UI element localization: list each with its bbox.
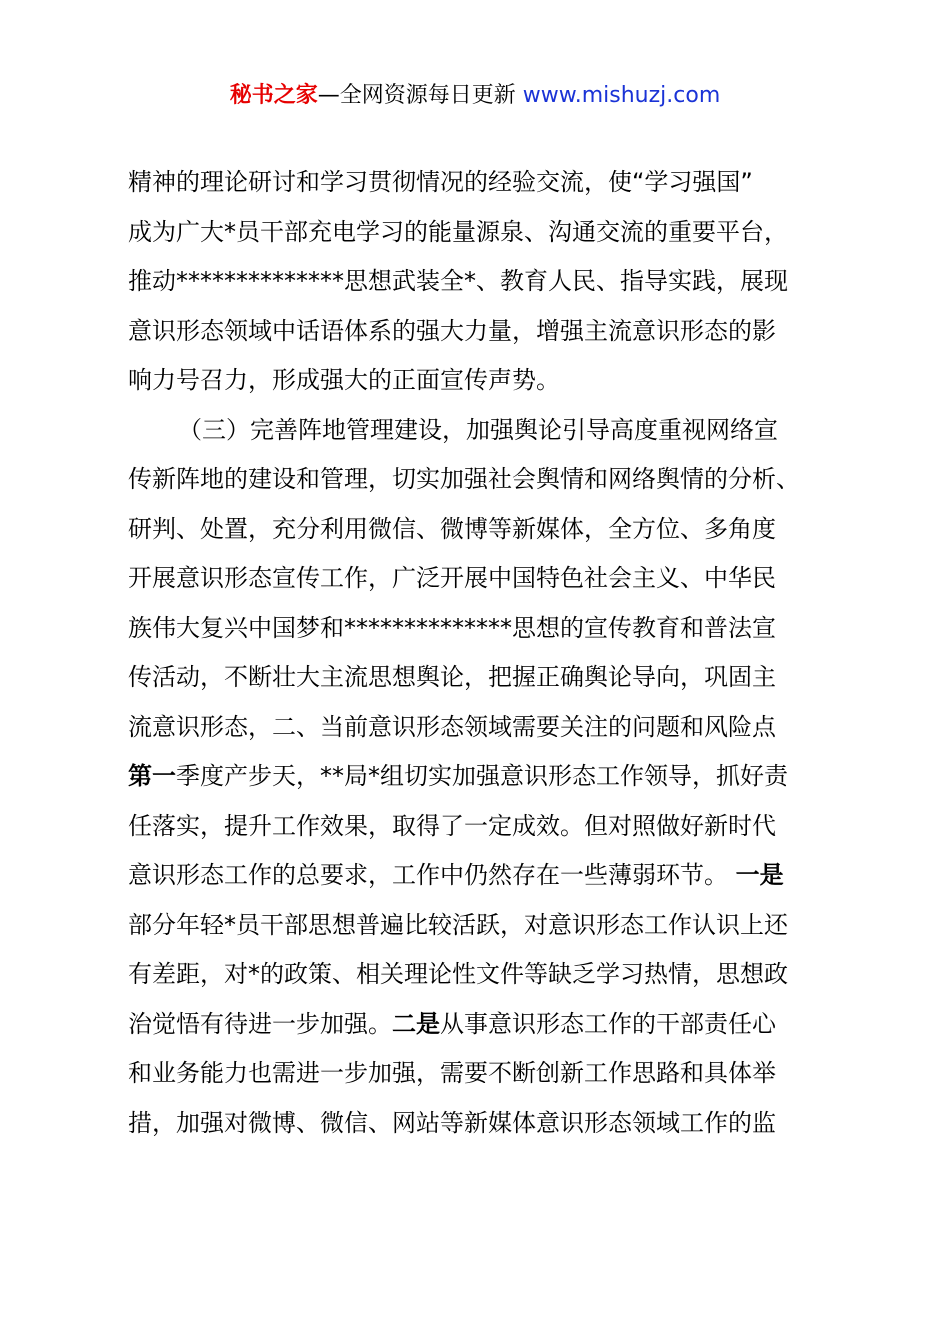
text-line: 成为广大*员干部充电学习的能量源泉、沟通交流的重要平台， (128, 217, 788, 246)
header-site-link[interactable]: www.mishuzj.com (522, 83, 721, 108)
text-line: 传新阵地的建设和管理，切实加强社会舆情和网络舆情的分析、 (128, 465, 800, 493)
text-segment: 从事意识形态工作的干部责任心 (440, 1009, 776, 1038)
text-line: 意识形态领域中话语体系的强大力量，增强主流意识形态的影 (128, 316, 776, 345)
text-segment: 季度产步天，**局*组切实加强意识形态工作领导，抓好责 (176, 762, 788, 790)
text-line: 传活动，不断壮大主流思想舆论，把握正确舆论导向，巩固主 (128, 663, 776, 691)
text-line: 族伟大复兴中国梦和**************思想的宣传教育和普法宣 (128, 613, 776, 642)
text-line: 开展意识形态宣传工作，广泛开展中国特色社会主义、中华民 (128, 564, 776, 592)
text-line: 任落实，提升工作效果，取得了一定成效。但对照做好新时代 (128, 811, 776, 840)
bold-marker: 第一 (128, 762, 176, 790)
text-line: 推动**************思想武装全*、教育人民、指导实践，展现 (128, 267, 788, 295)
page-header (0, 80, 950, 112)
text-segment: 意识形态工作的总要求，工作中仍然存在一些薄弱环节。 (128, 861, 728, 889)
section-heading-line: （三）完善阵地管理建设，加强舆论引导高度重视网络宣 (178, 415, 778, 444)
text-line: 措，加强对微博、微信、网站等新媒体意识形态领域工作的监 (128, 1108, 776, 1137)
text-line: 精神的理论研讨和学习贯彻情况的经验交流，使“学习强国” (128, 168, 753, 196)
text-line: 有差距，对*的政策、相关理论性文件等缺乏学习热情，思想政 (128, 960, 788, 988)
text-line (128, 851, 848, 901)
header-tagline: —全网资源每日更新 (317, 83, 523, 108)
text-line (128, 1000, 848, 1050)
text-line: 研判、处置，充分利用微信、微博等新媒体，全方位、多角度 (128, 514, 776, 543)
text-line: 流意识形态，二、当前意识形态领域需要关注的问题和风险点 (128, 712, 776, 741)
text-line: 和业务能力也需进一步加强，需要不断创新工作思路和具体举 (128, 1059, 776, 1087)
text-line: 响力号召力，形成强大的正面宣传声势。 (128, 366, 560, 394)
bold-marker: 一是 (735, 861, 784, 889)
bold-marker: 二是 (392, 1009, 440, 1038)
document-body (128, 158, 848, 1148)
header-brand: 秘书之家 (229, 83, 318, 108)
text-line (128, 752, 848, 802)
text-line: 部分年轻*员干部思想普遍比较活跃，对意识形态工作认识上还 (128, 910, 788, 939)
text-segment: 治觉悟有待进一步加强。 (128, 1009, 392, 1038)
